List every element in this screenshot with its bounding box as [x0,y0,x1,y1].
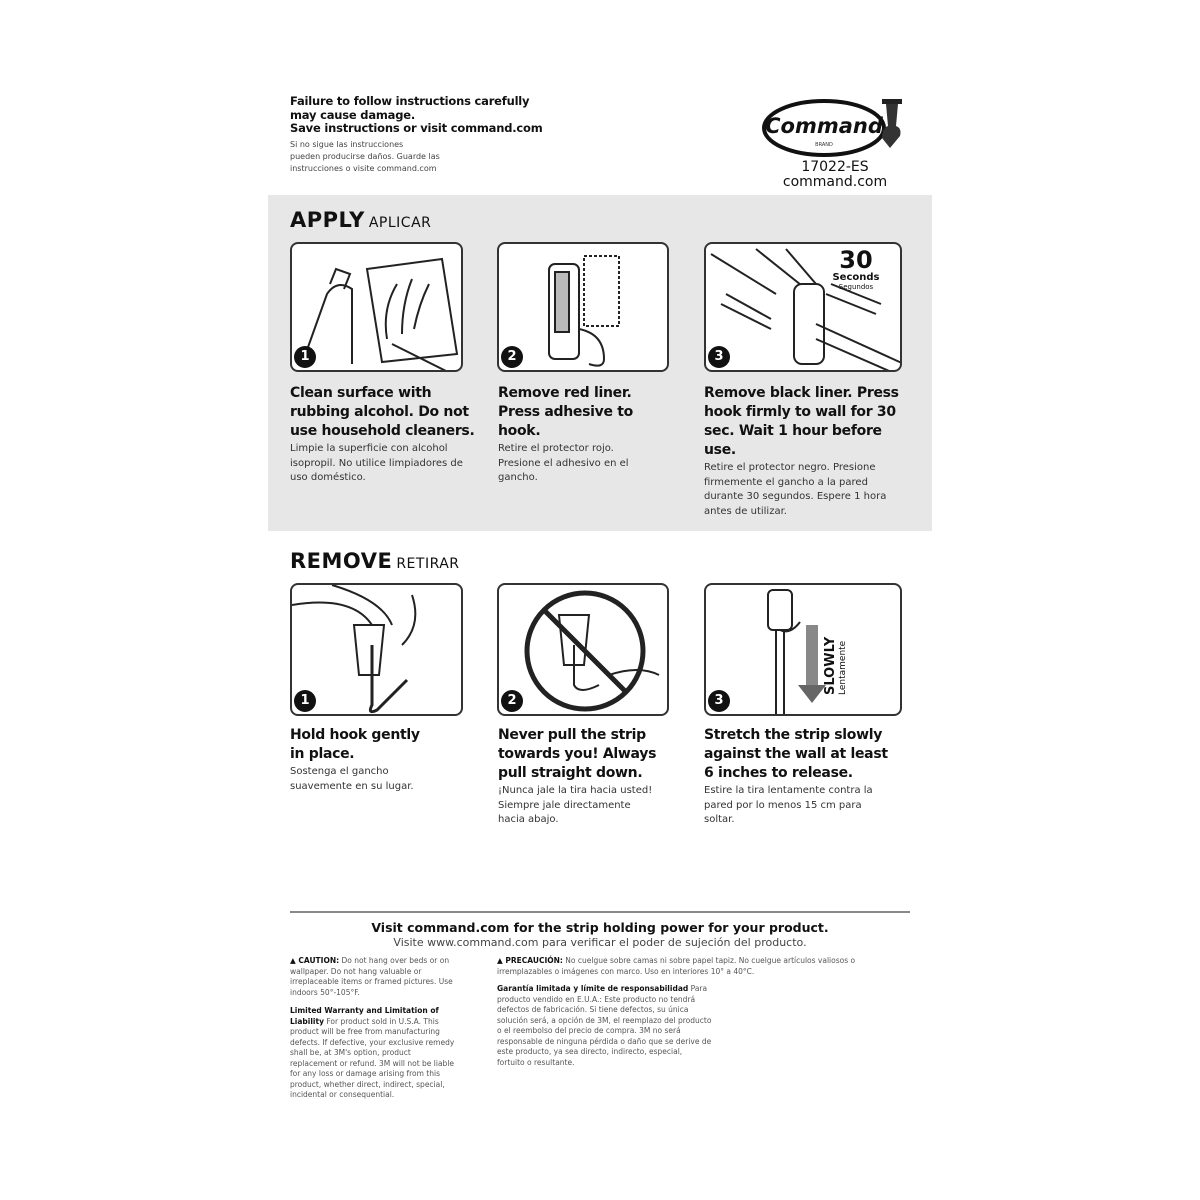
apply-step-2-illustration [497,242,669,372]
remove-step-2-text [498,726,713,828]
slowly-label-es: Lentamente [838,640,848,695]
step-text-en: Hold hook gently in place. [290,727,420,762]
remove-step-3-text [704,726,919,828]
step-text-es: Sostenga el gancho suavemente en su lugar. [290,766,414,792]
slowly-label [824,637,848,695]
warning-line: may cause damage. [290,107,416,122]
warning-spanish [290,139,490,175]
visit-website-text: Visit command.com for the strip holding power for your product. [371,920,829,935]
timer-unit: Seconds [832,272,880,283]
product-code-block [770,160,900,190]
remove-title-es: RETIRAR [396,556,460,572]
step-text-es: ¡Nunca jale la tira hacia usted! Siempre jale directamente hacia abajo. [498,785,653,825]
step-number-badge: 3 [708,690,730,712]
apply-heading [290,208,431,232]
remove-heading [290,549,460,573]
timer-unit-es: Segundos [838,283,874,291]
precaucion-label: ▲ PRECAUCIÓN: [497,956,563,965]
step-number-badge: 1 [294,690,316,712]
step-text-es: Limpie la superficie con alcohol isopropil. No utilice limpiadores de uso doméstico. [290,443,463,483]
warning-line: pueden producirse daños. Guarde las [290,152,440,161]
timer-label [826,248,886,291]
slowly-label-en: SLOWLY [823,636,838,695]
remove-step-3-illustration [704,583,902,716]
warning-line: Save instructions or visit command.com [290,121,543,135]
step-text-en: Remove black liner. Press hook firmly to wall for 30 sec. Wait 1 hour before use. [704,385,899,458]
logo-text: Command [765,114,883,138]
apply-step-3-text [704,384,919,519]
step-text-en: Remove red liner. Press adhesive to hook. [498,385,633,439]
step-text-en: Never pull the strip towards you! Always pull straight down. [498,727,657,781]
warranty-en [290,1006,460,1101]
warning-line: instrucciones o visite command.com [290,164,437,173]
apply-title-es: APLICAR [368,215,432,231]
warning-line: Failure to follow instructions carefully [290,94,530,108]
warning-line: Si no sigue las instrucciones [290,140,404,149]
step-text-es: Retire el protector rojo. Presione el adhesivo en el gancho. [498,443,629,483]
logo-sub: BRAND [815,142,833,148]
apply-step-1-illustration [290,242,463,372]
garantia-text: Para producto vendido en E.U.A.: Este producto no tendrá defectos de fabricación. Si tiene defectos, su única solución será, a opción de 3M, el reemplazo del producto o el reembolso del precio de compra. 3M no será responsable de ninguna pérdida o daño que se derive de este producto, ya sea directo, indirecto, especial, fortuito o resultante. [497,984,712,1067]
step-number-badge: 2 [501,690,523,712]
warranty-text: For product sold in U.S.A. This product will be free from manufacturing defects. If defective, your exclusive remedy shall be, at 3M's option, product replacement or refund. 3M will not be liable for any loss or damage arising from this product, whether direct, indirect, special, incidental or consequential. [290,1016,455,1099]
remove-step-1-text [290,726,505,794]
remove-title: REMOVE [290,549,393,573]
website: command.com [782,174,888,190]
step-text-es: Estire la tira lentamente contra la pared por lo menos 15 cm para soltar. [704,785,873,825]
warning-english [290,95,543,136]
step-text-en: Stretch the strip slowly against the wall at least 6 inches to release. [704,727,888,781]
warranty-label: Limited Warranty and Limitation of Liability [290,1006,439,1026]
apply-step-3-illustration [704,242,902,372]
apply-step-2-text [498,384,713,486]
apply-step-1-text [290,384,505,486]
product-code: 17022-ES [801,159,869,175]
garantia-label: Garantía limitada y límite de responsabilidad [497,984,689,993]
caution-label: ▲ CAUTION: [290,956,340,965]
precaucion-text: No cuelgue sobre camas ni sobre papel tapiz. No cuelgue artículos valiosos o irremplazables o imágenes con marco. Uso en interiores 10° a 40°C. [497,956,856,976]
step-text-es: Retire el protector negro. Presione firmemente el gancho a la pared durante 30 segundos. Espere 1 hora antes de utilizar. [704,462,887,517]
remove-step-2-illustration [497,583,669,716]
step-number-badge: 2 [501,346,523,368]
step-number-badge: 3 [708,346,730,368]
visit-website-text-es: Visite www.command.com para verificar el poder de sujeción del producto. [393,936,807,949]
divider [290,911,910,913]
remove-step-1-illustration [290,583,463,716]
caution-es [497,956,912,977]
step-text-en: Clean surface with rubbing alcohol. Do not use household cleaners. [290,385,475,439]
caution-en [290,956,460,998]
caution-text: Do not hang over beds or on wallpaper. Do not hang valuable or irreplaceable items or framed pictures. Use indoors 50°-105°F. [290,956,453,997]
apply-title: APPLY [290,208,365,232]
warranty-es [497,984,712,1068]
timer-value: 30 [839,246,873,274]
step-number-badge: 1 [294,346,316,368]
